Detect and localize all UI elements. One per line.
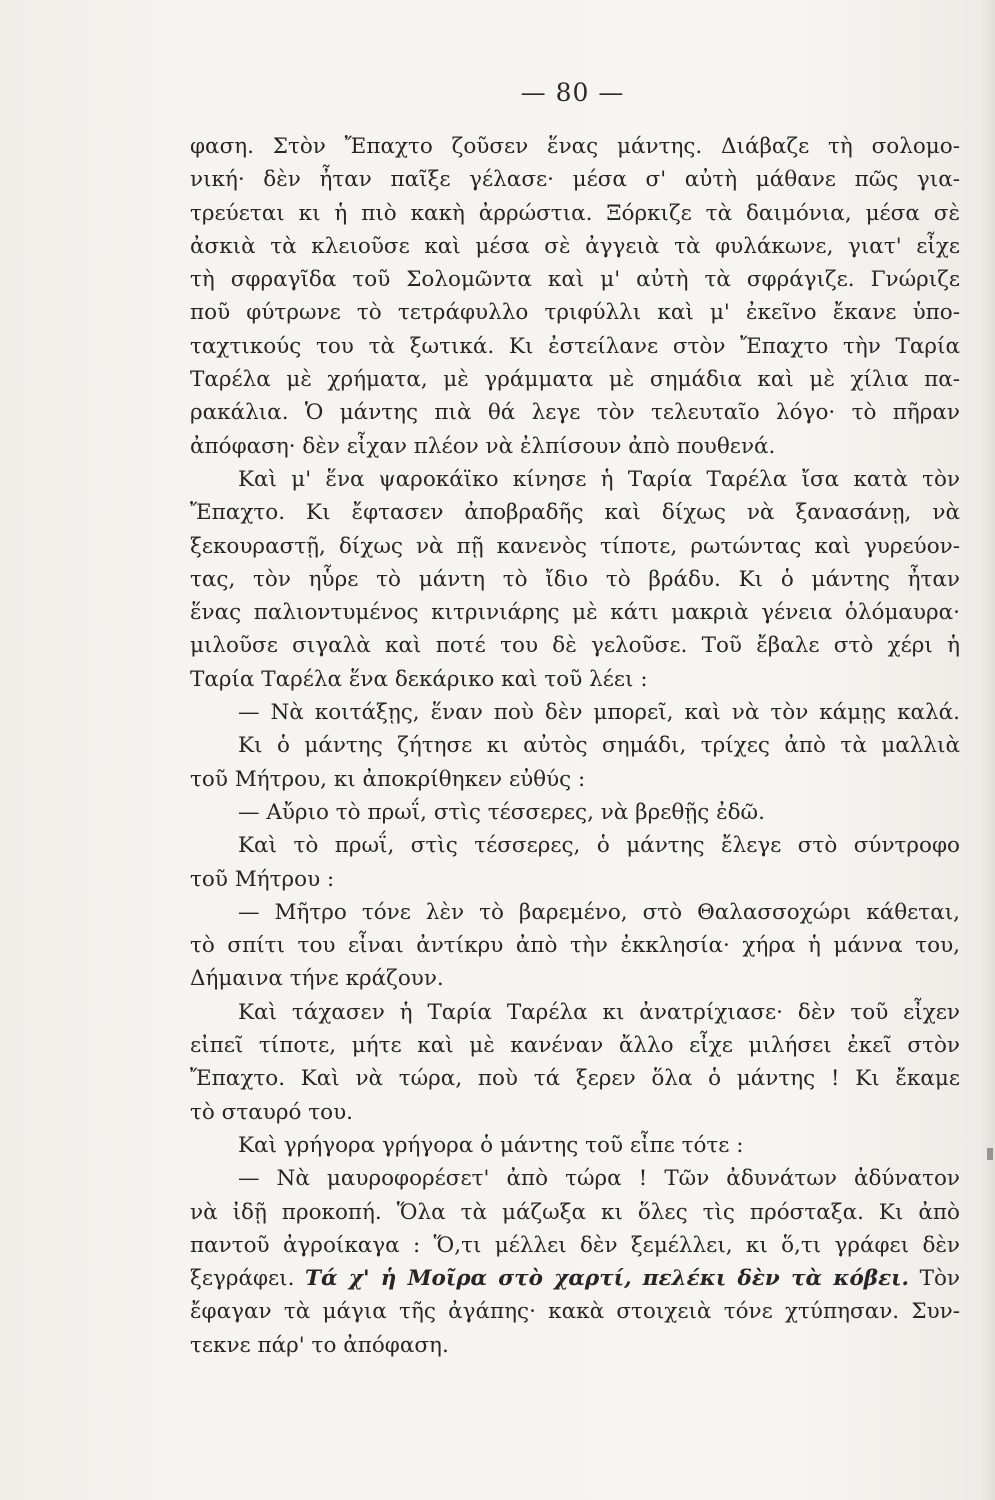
text-line: παντοῦ ἀγροίκαγα : Ὅ,τι μέλλει δὲν ξεμέλλει, κι ὅ,τι γράφει δὲν (190, 1232, 960, 1258)
proverb-text: Τά χ' ἡ Μοῖρα στὸ χαρτί, πελέκι δὲν τὰ κόβει. (305, 1266, 910, 1292)
text-line: Κι ὁ μάντης ζήτησε κι αὐτὸς σημάδι, τρίχες ἀπὸ τὰ μαλλιὰ (238, 733, 960, 759)
text-line: Ταρία Ταρέλα ἕνα δεκάρικο καὶ τοῦ λέει : (190, 666, 648, 692)
text-line: Ἔπαχτο. Καὶ νὰ τώρα, ποὺ τά ξερεν ὅλα ὁ μάντης ! Κι ἔκαμε (190, 1066, 960, 1092)
text-line: Καὶ γρήγορα γρήγορα ὁ μάντης τοῦ εἶπε τότε : (238, 1132, 744, 1158)
dialogue-line: — Νὰ κοιτάξῃς, ἕναν ποὺ δὲν μπορεῖ, καὶ νὰ τὸν κάμῃς καλά. (238, 700, 960, 726)
text-line: ταχτικούς του τὰ ξωτικά. Κι ἐστείλανε στὸν Ἔπαχτο τὴν Ταρία (190, 333, 960, 359)
text-line: ἀσκιὰ τὰ κλειοῦσε καὶ μέσα σὲ ἀγγειὰ τὰ φυλάκωνε, γιατ' εἶχε (190, 233, 960, 259)
page-number: — 80 — (520, 78, 625, 107)
text-line: τρεύεται κι ἡ πιὸ κακὴ ἀρρώστια. Ξόρκιζε τὰ δαιμόνια, μέσα σὲ (190, 200, 960, 226)
dialogue-line: — Νὰ μαυροφορέσετ' ἀπὸ τώρα ! Τῶν ἀδυνάτων ἀδύνατον (238, 1166, 960, 1192)
text-line: τοῦ Μήτρου, κι ἀποκρίθηκεν εὐθύς : (190, 766, 586, 792)
text-line: Καὶ τὸ πρωΐ, στὶς τέσσερες, ὁ μάντης ἔλεγε στὸ σύντροφο (238, 833, 960, 859)
text-line: Καὶ τάχασεν ἡ Ταρία Ταρέλα κι ἀνατρίχιασε· δὲν τοῦ εἶχεν (238, 999, 960, 1025)
text-line: ρακάλια. Ὁ μάντης πιὰ θά λεγε τὸν τελευταῖο λόγο· τὸ πῆραν (190, 400, 960, 426)
page-edge-shadow (981, 0, 995, 1500)
text-fragment: ξεγράφει. (190, 1266, 295, 1292)
text-line: ἕνας παλιοντυμένος κιτρινιάρης μὲ κάτι μακριὰ γένεια ὁλόμαυρα· (190, 600, 960, 626)
text-line: νική· δὲν ἦταν παῖξε γέλασε· μέσα σ' αὐτὴ μάθανε πῶς για- (190, 167, 960, 193)
text-line: φαση. Στὸν Ἔπαχτο ζοῦσεν ἕνας μάντης. Διάβαζε τὴ σολομο- (190, 134, 960, 159)
text-line: ἔφαγαν τὰ μάγια τῆς ἀγάπης· κακὰ στοιχειὰ τόνε χτύπησαν. Συν- (190, 1299, 960, 1325)
text-line: εἰπεῖ τίποτε, μήτε καὶ μὲ κανέναν ἄλλο εἶχε μιλήσει ἐκεῖ στὸν (190, 1033, 960, 1059)
text-line: ξεκουραστῇ, δίχως νὰ πῇ κανενὸς τίποτε, ρωτώντας καὶ γυρεύον- (190, 533, 960, 559)
text-line: ἀπόφαση· δὲν εἶχαν πλέον νὰ ἐλπίσουν ἀπὸ πουθενά. (190, 433, 776, 459)
text-line: ποῦ φύτρωνε τὸ τετράφυλλο τριφύλλι καὶ μ' ἐκεῖνο ἔκανε ὑπο- (190, 300, 960, 326)
text-line: τὸ σπίτι του εἶναι ἀντίκρυ ἀπὸ τὴν ἐκκλησία· χήρα ἡ μάννα του, (190, 933, 960, 959)
text-line: Καὶ μ' ἕνα ψαροκάϊκο κίνησε ἡ Ταρία Ταρέλα ἴσα κατὰ τὸν (238, 466, 960, 492)
text-line: τας, τὸν ηὗρε τὸ μάντη τὸ ἴδιο τὸ βράδυ. Κι ὁ μάντης ἦταν (190, 566, 960, 592)
text-line: Ἔπαχτο. Κι ἔφτασεν ἀποβραδῆς καὶ δίχως νὰ ξανασάνῃ, νὰ (190, 500, 960, 526)
text-line: τὸ σταυρό του. (190, 1099, 353, 1125)
text-line: τεκνε πάρ' το ἀπόφαση. (190, 1332, 449, 1358)
text-line: Δήμαινα τήνε κράζουν. (190, 966, 444, 992)
text-line: Ταρέλα μὲ χρήματα, μὲ γράμματα μὲ σημάδια καὶ μὲ χίλια πα- (190, 367, 960, 393)
text-line: τοῦ Μήτρου : (190, 866, 335, 892)
text-line: τὴ σφραγῖδα τοῦ Σολομῶντα καὶ μ' αὐτὴ τὰ σφράγιζε. Γνώριζε (190, 267, 960, 293)
dialogue-line: — Αὔριο τὸ πρωΐ, στὶς τέσσερες, νὰ βρεθῇς ἐδῶ. (238, 799, 765, 825)
dialogue-line: — Μῆτρο τόνε λὲν τὸ βαρεμένο, στὸ Θαλασσοχώρι κάθεται, (238, 899, 960, 925)
text-fragment: Τὸν (919, 1266, 960, 1292)
text-line: μιλοῦσε σιγαλὰ καὶ ποτέ του δὲ γελοῦσε. Τοῦ ἔβαλε στὸ χέρι ἡ (190, 633, 960, 659)
proverb-line (190, 1262, 960, 1295)
body-text (190, 130, 960, 1362)
text-line: νὰ ἰδῇ προκοπή. Ὅλα τὰ μάζωξα κι ὅλες τὶς πρόσταξα. Κι ἀπὸ (190, 1199, 960, 1225)
